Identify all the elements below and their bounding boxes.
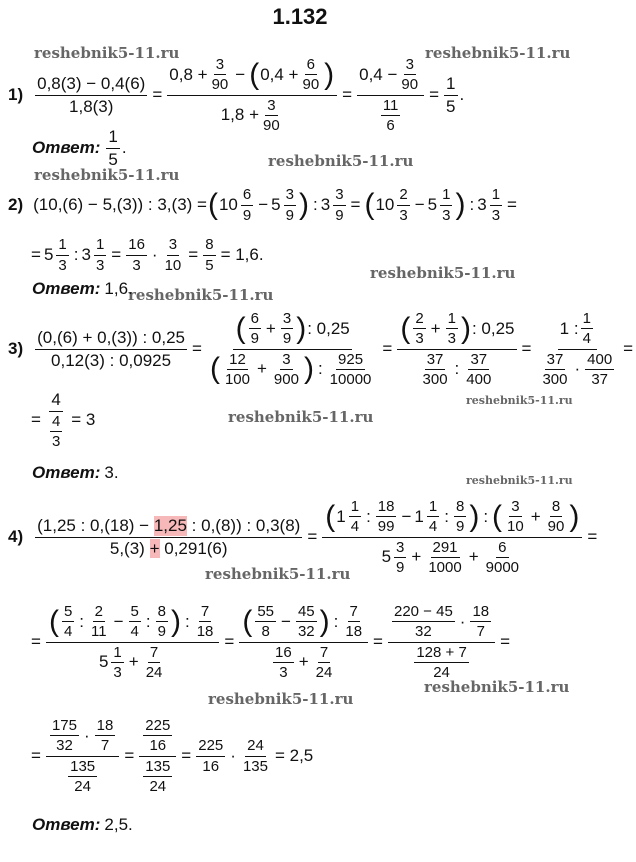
problem-4-line-3: = $\frac{175}{32}$ · $\frac{18}{7}$ $\frac{135}{24}$ = $\frac{\frac{225}{16}}{\frac{135}{24}}$ = $\frac{225}{16}$ · $\frac{24}{135}$ = 2,5: [31, 717, 314, 795]
watermark: reshebnik5-11.ru: [425, 44, 571, 62]
highlight: 1,25: [153, 515, 187, 535]
problem-3-answer: Ответ: 3.: [32, 463, 119, 482]
fraction: $\frac{(0,(6) + 0,(3)) : 0,25}{0,12(3) : 0,0925}$: [37, 327, 185, 370]
problem-3-line-2: = $\frac{4}{\frac{4}{3}}$ = 3: [31, 389, 96, 450]
fraction: ( $\frac{55}{8}$ − $\frac{45}{32}$ ) : $\frac{7}{18}$ $\frac{16}{3}$ + $\frac{7}{24}$: [239, 603, 368, 681]
problem-1-answer: Ответ: $\frac{1}{5}$ .: [32, 126, 127, 169]
fraction: $\frac{220 - 45}{32}$ · $\frac{18}{7}$ $\frac{128 + 7}{24}$: [388, 603, 495, 681]
problem-2-answer: Ответ: 1,6.: [32, 279, 133, 298]
problem-number: 1): [8, 85, 24, 104]
problem-number: 4): [8, 527, 24, 546]
watermark: reshebnik5-11.ru: [228, 408, 374, 426]
problem-1-line-1: 1) $\frac{0,8(3) - 0,4(6)}{1,8(3)}$ = 0,8 + $\frac{3}{90}$ − ( 0,4 + $\frac{6}{90}$ ) 1,8 + $\frac{3}{90}$ = 0,4 − $\frac{3}{90}$ $\frac{11}{6}$ = $\frac{1}{5}$ .: [8, 56, 465, 134]
fraction: ( $\frac{2}{3}$ + $\frac{1}{3}$ ) : 0,25 $\frac{37}{300}$ : $\frac{37}{400}$: [397, 310, 516, 388]
highlight: +: [149, 538, 160, 558]
watermark: reshebnik5-11.ru: [34, 166, 180, 184]
problem-4-line-1: 4) (1,25 : 0,(18) − 1,25 : 0,(8)) : 0,3(8) 5,(3) + 0,291(6) = ( 1 $\frac{1}{4}$ : $\frac{18}{99}$ − 1 $\frac{1}{4}$ : $\frac{8}{9}$ ) : ( $\frac{3}{10}$ + $\frac{8}{90}$ ) 5 $\frac{3}{9}$ + $\frac{291}{1000}$ + $\frac{6}{9000}$ =: [8, 498, 598, 576]
watermark: reshebnik5-11.ru: [466, 394, 573, 407]
problem-2-line-2: = 5 $\frac{1}{3}$ : 3 $\frac{1}{3}$ = $\frac{16}{3}$ · $\frac{3}{10}$ = $\frac{8}{5}$ = 1,6.: [31, 236, 264, 274]
watermark: reshebnik5-11.ru: [205, 565, 351, 583]
watermark: reshebnik5-11.ru: [208, 690, 354, 708]
watermark: reshebnik5-11.ru: [268, 152, 414, 170]
fraction: $\frac{\frac{225}{16}}{\frac{135}{24}}$: [139, 717, 176, 795]
fraction: $\frac{1}{5}$: [446, 73, 456, 116]
fraction: ( $\frac{5}{4}$ : $\frac{2}{11}$ − $\frac{5}{4}$ : $\frac{8}{9}$ ) : $\frac{7}{18}$ 5 $\frac{1}{3}$ + $\frac{7}{24}$: [46, 603, 219, 681]
problem-4-answer: Ответ: 2,5.: [32, 815, 133, 834]
problem-number: 2): [8, 195, 24, 214]
fraction: $\frac{175}{32}$ · $\frac{18}{7}$ $\frac{135}{24}$: [46, 717, 119, 795]
fraction: 0,8 + $\frac{3}{90}$ − ( 0,4 + $\frac{6}{90}$ ) 1,8 + $\frac{3}{90}$: [167, 56, 337, 134]
problem-4-line-2: = ( $\frac{5}{4}$ : $\frac{2}{11}$ − $\frac{5}{4}$ : $\frac{8}{9}$ ) : $\frac{7}{18}$ 5 $\frac{1}{3}$ + $\frac{7}{24}$ = ( $\frac{55}{8}$ − $\frac{45}{32}$ ) : $\frac{7}{18}$ $\frac{16}{3}$ + $\frac{7}{24}$ = $\frac{220 - 45}{32}$ · $\frac{18}{7}$ $\frac{128 + 7}{24}$ =: [31, 603, 511, 681]
page-title: 1.132: [272, 4, 328, 29]
watermark: reshebnik5-11.ru: [34, 44, 180, 62]
fraction: 1 : $\frac{1}{4}$ $\frac{37}{300}$ · $\frac{400}{37}$: [542, 310, 613, 388]
fraction: $\frac{0,8(3) - 0,4(6)}{1,8(3)}$: [37, 73, 146, 116]
problem-number: 3): [8, 339, 24, 358]
watermark: reshebnik5-11.ru: [128, 286, 274, 304]
fraction: (1,25 : 0,(18) − 1,25 : 0,(8)) : 0,3(8) 5,(3) + 0,291(6): [37, 515, 301, 558]
watermark: reshebnik5-11.ru: [424, 678, 570, 696]
fraction: ( 1 $\frac{1}{4}$ : $\frac{18}{99}$ − 1 $\frac{1}{4}$ : $\frac{8}{9}$ ) : ( $\frac{3}{10}$ + $\frac{8}{90}$ ) 5 $\frac{3}{9}$ + $\frac{291}{1000}$ + $\frac{6}{9000}$: [322, 498, 582, 576]
problem-2-line-1: 2) (10,(6) − 5,(3)) : 3,(3) = ( 10 $\frac{6}{9}$ − 5 $\frac{3}{9}$ ) : 3 $\frac{3}{9}$ = ( 10 $\frac{2}{3}$ − 5 $\frac{1}{3}$ ) : 3 $\frac{1}{3}$ =: [8, 186, 517, 224]
fraction: ( $\frac{6}{9}$ + $\frac{3}{9}$ ) : 0,25 ( $\frac{12}{100}$ + $\frac{3}{900}$ ) : $\frac{925}{10000}$: [209, 310, 372, 388]
watermark: reshebnik5-11.ru: [370, 264, 516, 282]
problem-3-line-1: 3) $\frac{(0,(6) + 0,(3)) : 0,25}{0,12(3) : 0,0925}$ = ( $\frac{6}{9}$ + $\frac{3}{9}$ ) : 0,25 ( $\frac{12}{100}$ + $\frac{3}{900}$ ) : $\frac{925}{10000}$ = ( $\frac{2}{3}$ + $\frac{1}{3}$ ) : 0,25 $\frac{37}{300}$ : $\frac{37}{400}$ = 1 : $\frac{1}{4}$ $\frac{37}{300}$ · $\frac{400}{37}$ =: [8, 310, 634, 388]
watermark: reshebnik5-11.ru: [466, 474, 573, 487]
fraction: 0,4 − $\frac{3}{90}$ $\frac{11}{6}$: [357, 56, 424, 134]
